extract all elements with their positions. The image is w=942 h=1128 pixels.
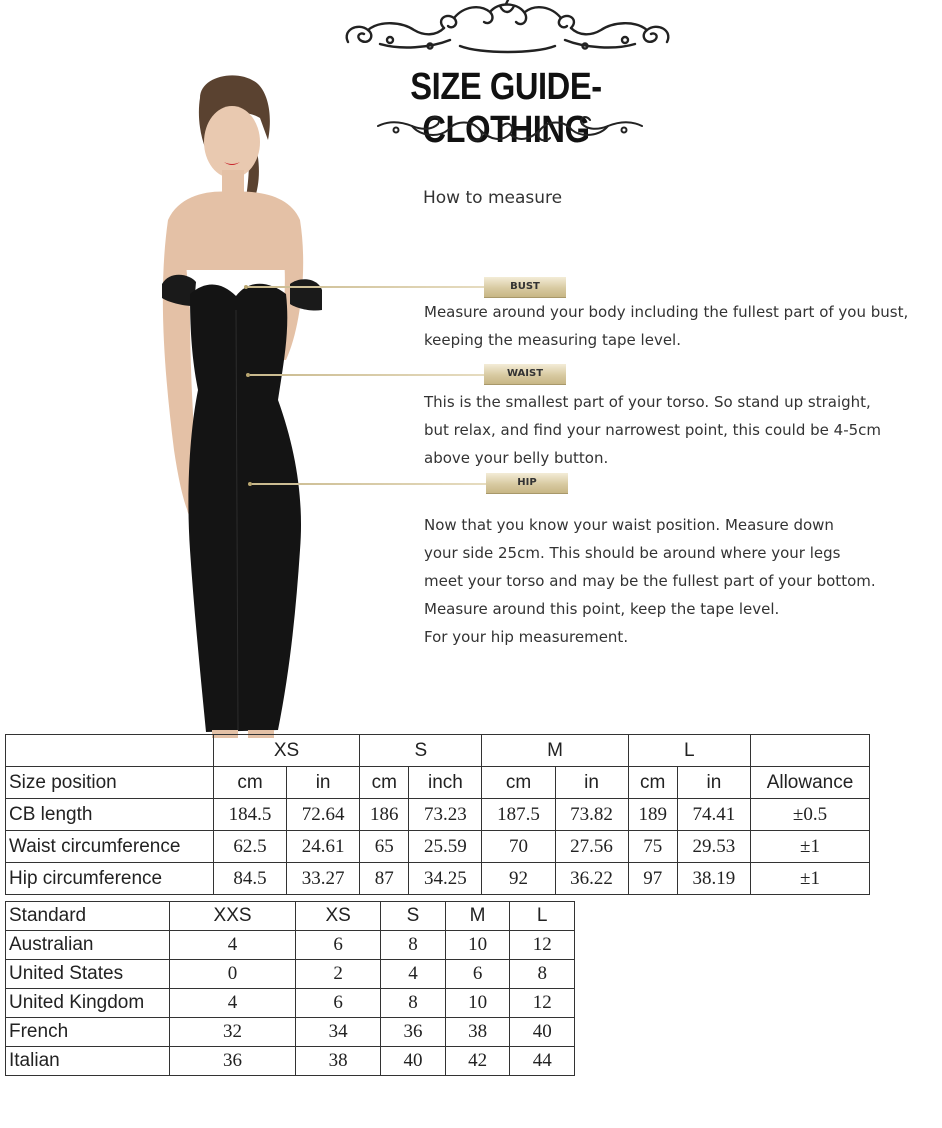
table-cell: M [445, 902, 510, 931]
table-cell: 12 [510, 989, 575, 1018]
bottom-ornament [372, 112, 648, 150]
table-cell: Hip circumference [6, 863, 214, 895]
table-cell: 34 [296, 1018, 381, 1047]
hip-line [252, 483, 486, 485]
hip-line-5: For your hip measurement. [424, 628, 629, 646]
table-cell: in [287, 767, 360, 799]
table-row [6, 1018, 575, 1047]
standard-size-table [5, 901, 575, 1076]
table-cell: in [555, 767, 628, 799]
table-cell: Allowance [751, 767, 870, 799]
waist-line-3: above your belly button. [424, 449, 609, 467]
bust-line-1: Measure around your body including the fullest part of you bust, [424, 303, 909, 321]
table-cell: L [510, 902, 575, 931]
bust-tag: BUST [484, 277, 566, 298]
table-cell: Standard [6, 902, 170, 931]
table-row [6, 960, 575, 989]
table-cell: 36 [381, 1018, 446, 1047]
top-ornament [340, 0, 675, 62]
model-figure [150, 70, 360, 738]
table-cell: cm [214, 767, 287, 799]
table-cell: United Kingdom [6, 989, 170, 1018]
table-cell: 6 [296, 989, 381, 1018]
table-cell: 38 [445, 1018, 510, 1047]
table-cell: 75 [628, 831, 677, 863]
table-cell: 40 [381, 1047, 446, 1076]
table-cell: 6 [445, 960, 510, 989]
table-cell: 97 [628, 863, 677, 895]
hip-line-1: Now that you know your waist position. Measure down [424, 516, 834, 534]
table-cell: 0 [170, 960, 296, 989]
table-cell: 40 [510, 1018, 575, 1047]
table-cell: XXS [170, 902, 296, 931]
table-cell: 27.56 [555, 831, 628, 863]
table-cell: 8 [510, 960, 575, 989]
table-corner-cell [6, 735, 214, 767]
table-cell: 4 [170, 989, 296, 1018]
table-cell: 12 [510, 931, 575, 960]
hip-line-4: Measure around this point, keep the tape level. [424, 600, 780, 618]
standard-header-row [6, 902, 575, 931]
table-cell: 62.5 [214, 831, 287, 863]
table-cell: 84.5 [214, 863, 287, 895]
table-cell: Size position [6, 767, 214, 799]
table-cell: 74.41 [677, 799, 750, 831]
table-cell: 38 [296, 1047, 381, 1076]
size-header-row [6, 735, 870, 767]
table-cell: ±1 [751, 831, 870, 863]
table-cell: 32 [170, 1018, 296, 1047]
table-cell: ±0.5 [751, 799, 870, 831]
table-cell: 65 [360, 831, 409, 863]
table-cell: 36 [170, 1047, 296, 1076]
waist-description [424, 388, 881, 472]
waist-line-2: but relax, and find your narrowest point, this could be 4-5cm [424, 421, 882, 439]
table-row [6, 831, 870, 863]
table-cell: 73.23 [409, 799, 482, 831]
size-l-header: L [628, 735, 750, 767]
size-xs-header: XS [214, 735, 360, 767]
table-cell: cm [360, 767, 409, 799]
hip-description [424, 511, 876, 651]
page-title: SIZE GUIDE-CLOTHING [410, 66, 602, 151]
table-cell: 4 [381, 960, 446, 989]
table-cell: 186 [360, 799, 409, 831]
hip-line-2: your side 25cm. This should be around where your legs [424, 544, 841, 562]
size-m-header: M [482, 735, 628, 767]
table-cell: United States [6, 960, 170, 989]
table-cell: 8 [381, 931, 446, 960]
bust-line-2: keeping the measuring tape level. [424, 331, 681, 349]
table-row [6, 989, 575, 1018]
table-cell: 24.61 [287, 831, 360, 863]
waist-line [250, 374, 484, 376]
table-cell: French [6, 1018, 170, 1047]
table-cell: 36.22 [555, 863, 628, 895]
table-cell: ±1 [751, 863, 870, 895]
table-cell: 189 [628, 799, 677, 831]
table-cell: 33.27 [287, 863, 360, 895]
size-s-header: S [360, 735, 482, 767]
how-to-measure-heading: How to measure [423, 188, 563, 208]
table-cell: 44 [510, 1047, 575, 1076]
table-cell: 38.19 [677, 863, 750, 895]
table-cell: 4 [170, 931, 296, 960]
table-cell: 10 [445, 931, 510, 960]
table-cell: 187.5 [482, 799, 555, 831]
table-cell: S [381, 902, 446, 931]
table-empty-cell [751, 735, 870, 767]
table-cell: Waist circumference [6, 831, 214, 863]
table-cell: in [677, 767, 750, 799]
table-cell: CB length [6, 799, 214, 831]
table-cell: 6 [296, 931, 381, 960]
size-table [5, 734, 870, 895]
table-cell: 29.53 [677, 831, 750, 863]
table-cell: 25.59 [409, 831, 482, 863]
table-cell: 72.64 [287, 799, 360, 831]
table-cell: 2 [296, 960, 381, 989]
unit-header-row [6, 767, 870, 799]
hip-tag: HIP [486, 473, 568, 494]
table-cell: 70 [482, 831, 555, 863]
waist-line-1: This is the smallest part of your torso. So stand up straight, [424, 393, 871, 411]
table-cell: 42 [445, 1047, 510, 1076]
table-cell: Australian [6, 931, 170, 960]
bust-description [424, 298, 908, 354]
table-cell: 87 [360, 863, 409, 895]
table-cell: cm [482, 767, 555, 799]
table-row [6, 863, 870, 895]
table-cell: 92 [482, 863, 555, 895]
table-cell: inch [409, 767, 482, 799]
table-cell: 73.82 [555, 799, 628, 831]
table-cell: 34.25 [409, 863, 482, 895]
table-row [6, 1047, 575, 1076]
table-cell: XS [296, 902, 381, 931]
table-cell: 10 [445, 989, 510, 1018]
table-row [6, 931, 575, 960]
table-cell: cm [628, 767, 677, 799]
table-row [6, 799, 870, 831]
hip-line-3: meet your torso and may be the fullest part of your bottom. [424, 572, 876, 590]
table-cell: 184.5 [214, 799, 287, 831]
waist-tag: WAIST [484, 364, 566, 385]
table-cell: 8 [381, 989, 446, 1018]
table-cell: Italian [6, 1047, 170, 1076]
bust-line [248, 286, 484, 288]
